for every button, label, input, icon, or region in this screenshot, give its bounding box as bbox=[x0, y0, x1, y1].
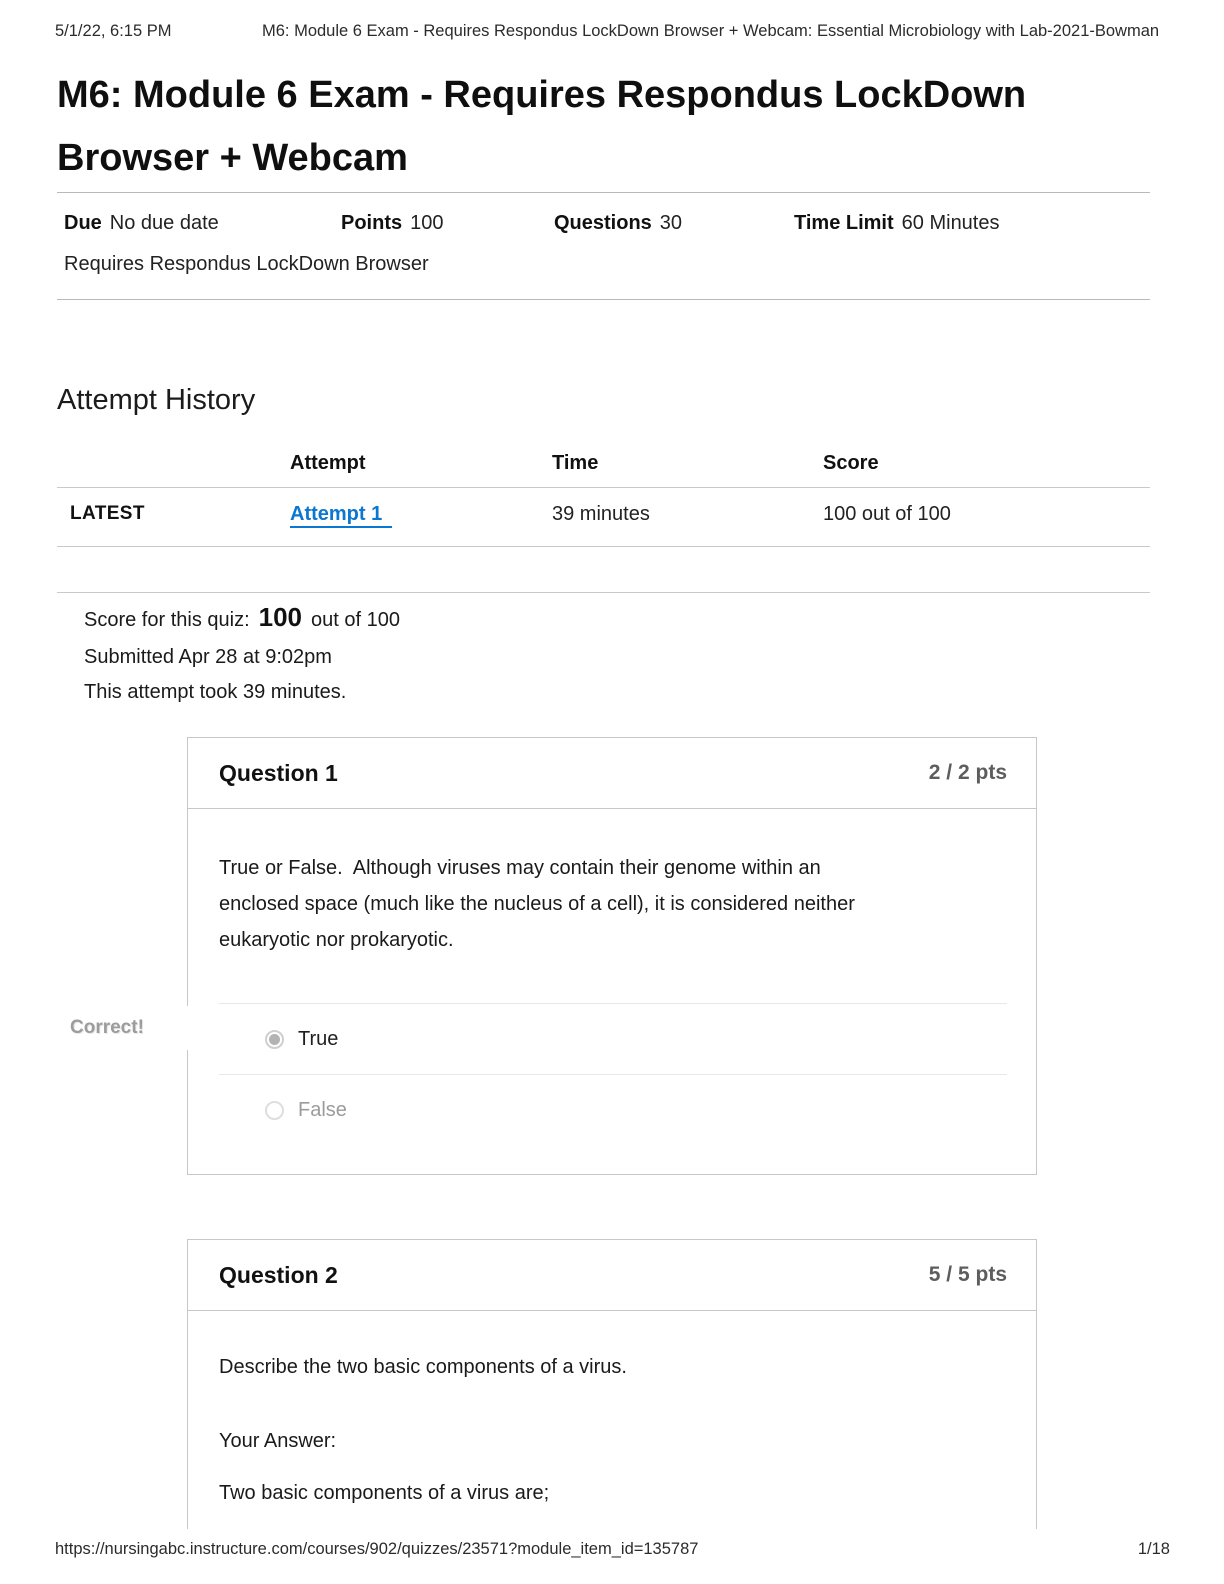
column-header-time: Time bbox=[552, 452, 599, 474]
question-2-points: 5 / 5 pts bbox=[928, 1263, 1007, 1286]
attempt-time: 39 minutes bbox=[552, 503, 650, 525]
print-footer-url: https://nursingabc.instructure.com/courses/902/quizzes/23571?module_item_id=135787 bbox=[55, 1540, 699, 1558]
question-text-line: True or False. Although viruses may contain their genome within an bbox=[219, 857, 821, 879]
question-text-line: enclosed space (much like the nucleus of a cell), it is considered neither bbox=[219, 893, 855, 915]
quiz-meta-row bbox=[57, 212, 1150, 242]
points-value: 100 bbox=[410, 212, 444, 234]
question-2-text: Describe the two basic components of a virus. bbox=[219, 1356, 627, 1378]
time-limit-label: Time Limit bbox=[794, 212, 894, 234]
attempt-row-label: LATEST bbox=[70, 503, 145, 524]
answer-label-true: True bbox=[298, 1027, 339, 1050]
print-footer-page-number: 1/18 bbox=[1137, 1540, 1170, 1558]
question-text-line: eukaryotic nor prokaryotic. bbox=[219, 929, 454, 951]
quiz-meta-questions bbox=[554, 212, 682, 235]
false-radio-unselected-icon[interactable] bbox=[265, 1101, 284, 1120]
question-2-header bbox=[188, 1240, 1036, 1311]
question-1-title: Question 1 bbox=[219, 759, 338, 786]
answer-option-false[interactable] bbox=[219, 1074, 1007, 1145]
divider bbox=[57, 592, 1150, 593]
your-answer-label: Your Answer: bbox=[219, 1430, 337, 1452]
page-title: M6: Module 6 Exam - Requires Respondus LockDown Browser + Webcam bbox=[57, 74, 1027, 179]
score-suffix: out of 100 bbox=[311, 609, 400, 631]
quiz-score-line bbox=[84, 602, 400, 633]
quiz-requirements: Requires Respondus LockDown Browser bbox=[64, 253, 429, 275]
points-label: Points bbox=[341, 212, 403, 234]
question-1-card bbox=[70, 737, 1037, 1175]
column-header-score: Score bbox=[823, 452, 879, 474]
attempt-history-heading: Attempt History bbox=[57, 384, 256, 416]
divider bbox=[57, 299, 1150, 300]
quiz-meta-due bbox=[64, 212, 219, 235]
attempt-score: 100 out of 100 bbox=[823, 503, 951, 525]
question-1-header bbox=[188, 738, 1036, 809]
true-radio-selected-icon[interactable] bbox=[265, 1030, 284, 1049]
question-1-text bbox=[219, 850, 996, 958]
answer-label-false: False bbox=[298, 1098, 347, 1121]
question-2-title: Question 2 bbox=[219, 1261, 338, 1288]
score-value: 100 bbox=[258, 602, 303, 632]
column-header-attempt: Attempt bbox=[290, 452, 366, 474]
correct-badge: Correct! bbox=[60, 1006, 193, 1050]
print-document-title: M6: Module 6 Exam - Requires Respondus LockDown Browser + Webcam: Essential Microbiology with Lab-2021-Bowman bbox=[262, 22, 1160, 40]
questions-value: 30 bbox=[659, 212, 683, 234]
table-row-divider bbox=[57, 546, 1150, 547]
student-answer-text: Two basic components of a virus are; bbox=[219, 1482, 550, 1504]
question-2-card bbox=[187, 1239, 1037, 1529]
quiz-meta-time-limit bbox=[794, 212, 1000, 235]
attempt-link[interactable]: Attempt 1 bbox=[290, 503, 392, 528]
submitted-line: Submitted Apr 28 at 9:02pm bbox=[84, 646, 332, 668]
answer-option-true[interactable] bbox=[219, 1003, 1007, 1074]
quiz-meta-points bbox=[341, 212, 444, 235]
time-limit-value: 60 Minutes bbox=[901, 212, 1000, 234]
score-prefix: Score for this quiz: bbox=[84, 609, 250, 631]
due-value: No due date bbox=[109, 212, 219, 234]
attempt-duration-line: This attempt took 39 minutes. bbox=[84, 681, 347, 703]
divider bbox=[57, 192, 1150, 193]
due-label: Due bbox=[64, 212, 102, 234]
table-header-divider bbox=[57, 487, 1150, 488]
answer-options bbox=[188, 1003, 1036, 1145]
question-1-points: 2 / 2 pts bbox=[928, 761, 1007, 784]
questions-label: Questions bbox=[554, 212, 652, 234]
print-timestamp: 5/1/22, 6:15 PM bbox=[55, 22, 172, 40]
